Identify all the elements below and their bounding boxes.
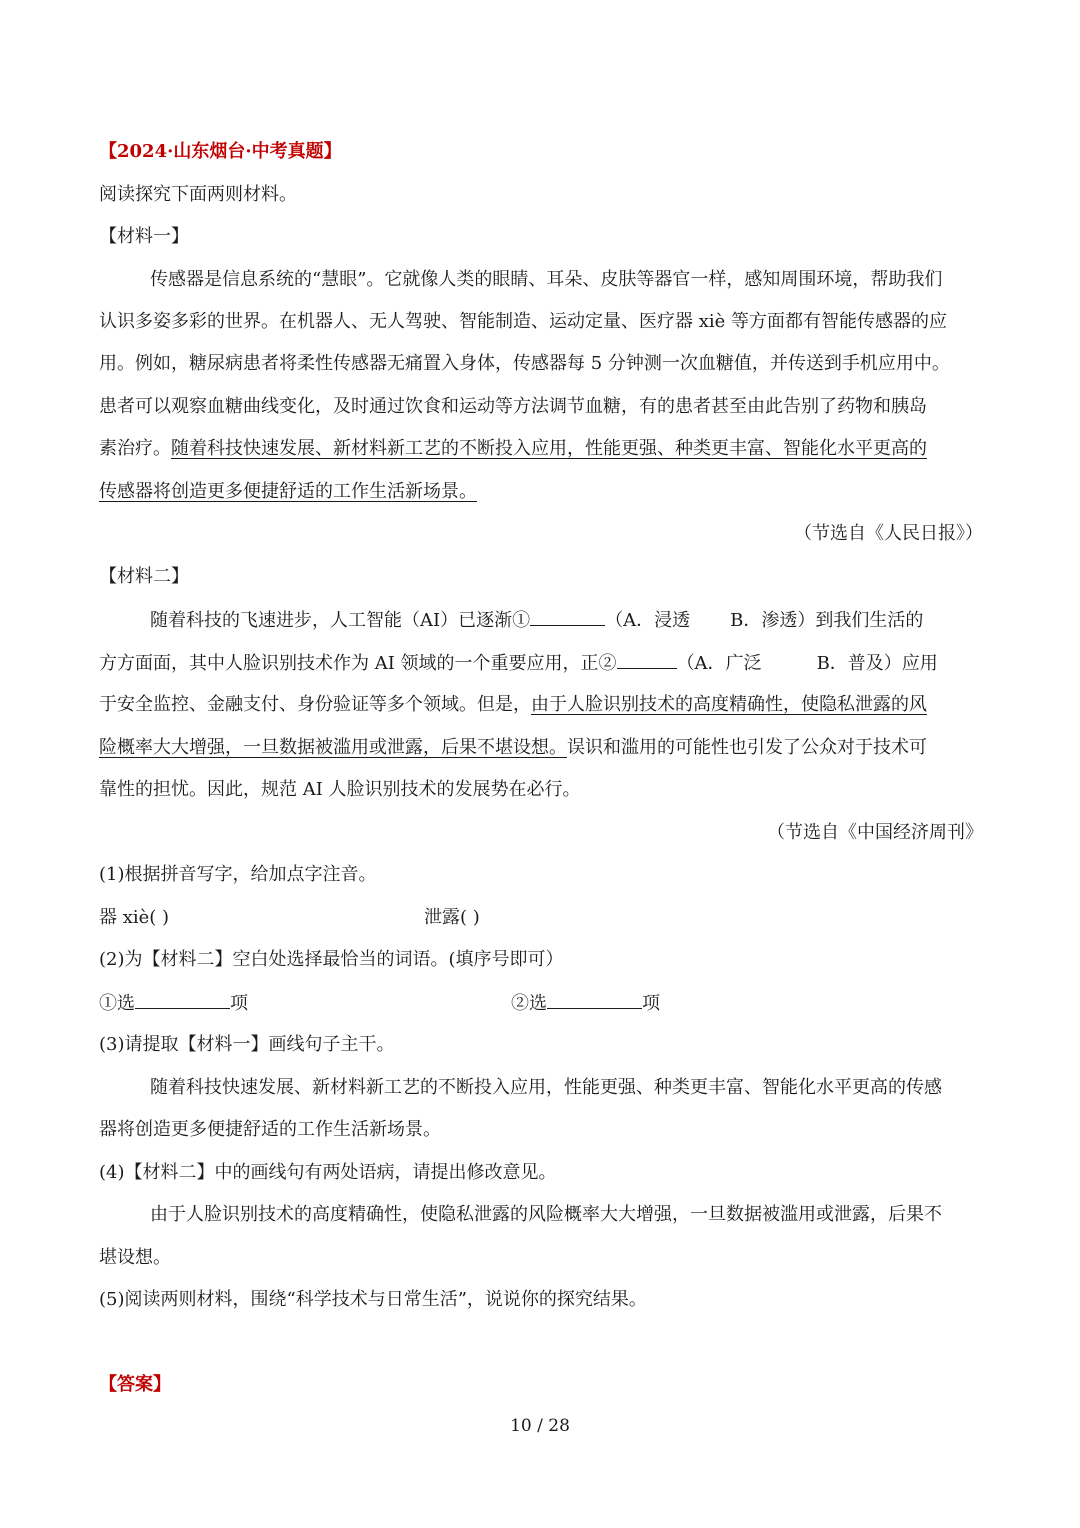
q1-answer-xie: 器 xiè( ) <box>99 907 170 928</box>
material2-line-4 <box>99 733 983 763</box>
q2-answer-1-blank <box>135 988 230 1009</box>
material1-line-6 <box>99 477 983 507</box>
material1-label: 【材料一】 <box>99 226 189 247</box>
q2-answer-2 <box>511 988 660 1019</box>
material1-line-3: 用。例如，糖尿病患者将柔性传感器无痛置入身体，传感器每 5 分钟测一次血糖值，并传送到手机应用中。 <box>99 353 950 374</box>
blank-1-option-b: B．渗透）到我们生活的 <box>730 610 924 631</box>
material1-source: （节选自《人民日报》） <box>794 523 983 544</box>
material2-line-1-text: 随着科技的飞速进步，人工智能（AI）已逐渐① <box>150 610 531 631</box>
q2-answer-2-suffix: 项 <box>642 993 660 1014</box>
material2-line-1 <box>150 605 983 635</box>
exam-source-title: 【2024·山东烟台·中考真题】 <box>99 141 342 162</box>
blank-1 <box>530 605 605 626</box>
question-2: (2)为【材料二】空白处选择最恰当的词语。(填序号即可） <box>99 949 564 970</box>
question-4-line-1: 由于人脸识别技术的高度精确性，使隐私泄露的风险概率大大增强，一旦数据被滥用或泄露，后果不 <box>150 1204 942 1225</box>
question-2-answers <box>99 988 983 1018</box>
material1-underlined-sentence-part1: 随着科技快速发展、新材料新工艺的不断投入应用，性能更强、种类更丰富、智能化水平更高的 <box>171 438 927 459</box>
material2-line-3 <box>99 690 983 720</box>
material1-line-5-plain: 素治疗。 <box>99 438 171 459</box>
material1-line-5 <box>99 434 983 464</box>
blank-2-option-b: B．普及）应用 <box>816 653 938 674</box>
material2-line-2 <box>99 648 983 678</box>
material2-underlined-sentence-part1: 由于人脸识别技术的高度精确性，使隐私泄露的风 <box>531 694 927 715</box>
material2-line-4-plain: 误识和滥用的可能性也引发了公众对于技术可 <box>567 737 927 758</box>
material1-line-4: 患者可以观察血糖曲线变化，及时通过饮食和运动等方法调节血糖，有的患者甚至由此告别了药物和胰岛 <box>99 396 927 417</box>
question-1: (1)根据拼音写字，给加点字注音。 <box>99 864 377 885</box>
material1-line-1: 传感器是信息系统的“慧眼”。它就像人类的眼睛、耳朵、皮肤等器官一样，感知周围环境，帮助我们 <box>150 269 943 290</box>
material2-source: （节选自《中国经济周刊》 <box>767 822 983 843</box>
material1-line-2: 认识多姿多彩的世界。在机器人、无人驾驶、智能制造、运动定量、医疗器 xiè 等方面都有智能传感器的应 <box>99 311 947 332</box>
question-3: (3)请提取【材料一】画线句子主干。 <box>99 1034 395 1055</box>
question-3-line-1: 随着科技快速发展、新材料新工艺的不断投入应用，性能更强、种类更丰富、智能化水平更高的传感 <box>150 1077 942 1098</box>
question-1-answers <box>99 903 983 933</box>
blank-2-option-a: （A．广泛 <box>676 653 762 674</box>
question-5: (5)阅读两则材料，围绕“科学技术与日常生活”，说说你的探究结果。 <box>99 1289 647 1310</box>
page-number: 10 / 28 <box>510 1416 570 1436</box>
material2-line-3-plain: 于安全监控、金融支付、身份验证等多个领域。但是， <box>99 694 531 715</box>
q2-answer-1-prefix: ①选 <box>99 993 135 1014</box>
answer-label: 【答案】 <box>99 1374 171 1395</box>
q2-answer-1 <box>99 988 248 1019</box>
q2-answer-2-blank <box>547 988 642 1009</box>
material2-line-5: 靠性的担忧。因此，规范 AI 人脸识别技术的发展势在必行。 <box>99 779 581 800</box>
blank-1-option-a: （A．浸透 <box>605 610 691 631</box>
q1-answer-xielu: 泄露( ) <box>424 907 480 928</box>
material2-underlined-sentence-part2: 险概率大大增强，一旦数据被滥用或泄露，后果不堪设想。 <box>99 737 567 758</box>
material1-underlined-sentence-part2: 传感器将创造更多便捷舒适的工作生活新场景。 <box>99 481 477 502</box>
q2-answer-2-prefix: ②选 <box>511 993 547 1014</box>
question-3-line-2: 器将创造更多便捷舒适的工作生活新场景。 <box>99 1119 441 1140</box>
material2-line-2-text: 方方面面，其中人脸识别技术作为 AI 领域的一个重要应用，正② <box>99 653 617 674</box>
question-4-line-2: 堪设想。 <box>99 1247 171 1268</box>
intro-text: 阅读探究下面两则材料。 <box>99 184 297 205</box>
question-4: (4)【材料二】中的画线句有两处语病，请提出修改意见。 <box>99 1162 557 1183</box>
q2-answer-1-suffix: 项 <box>230 993 248 1014</box>
blank-2 <box>617 648 677 669</box>
material2-label: 【材料二】 <box>99 566 189 587</box>
